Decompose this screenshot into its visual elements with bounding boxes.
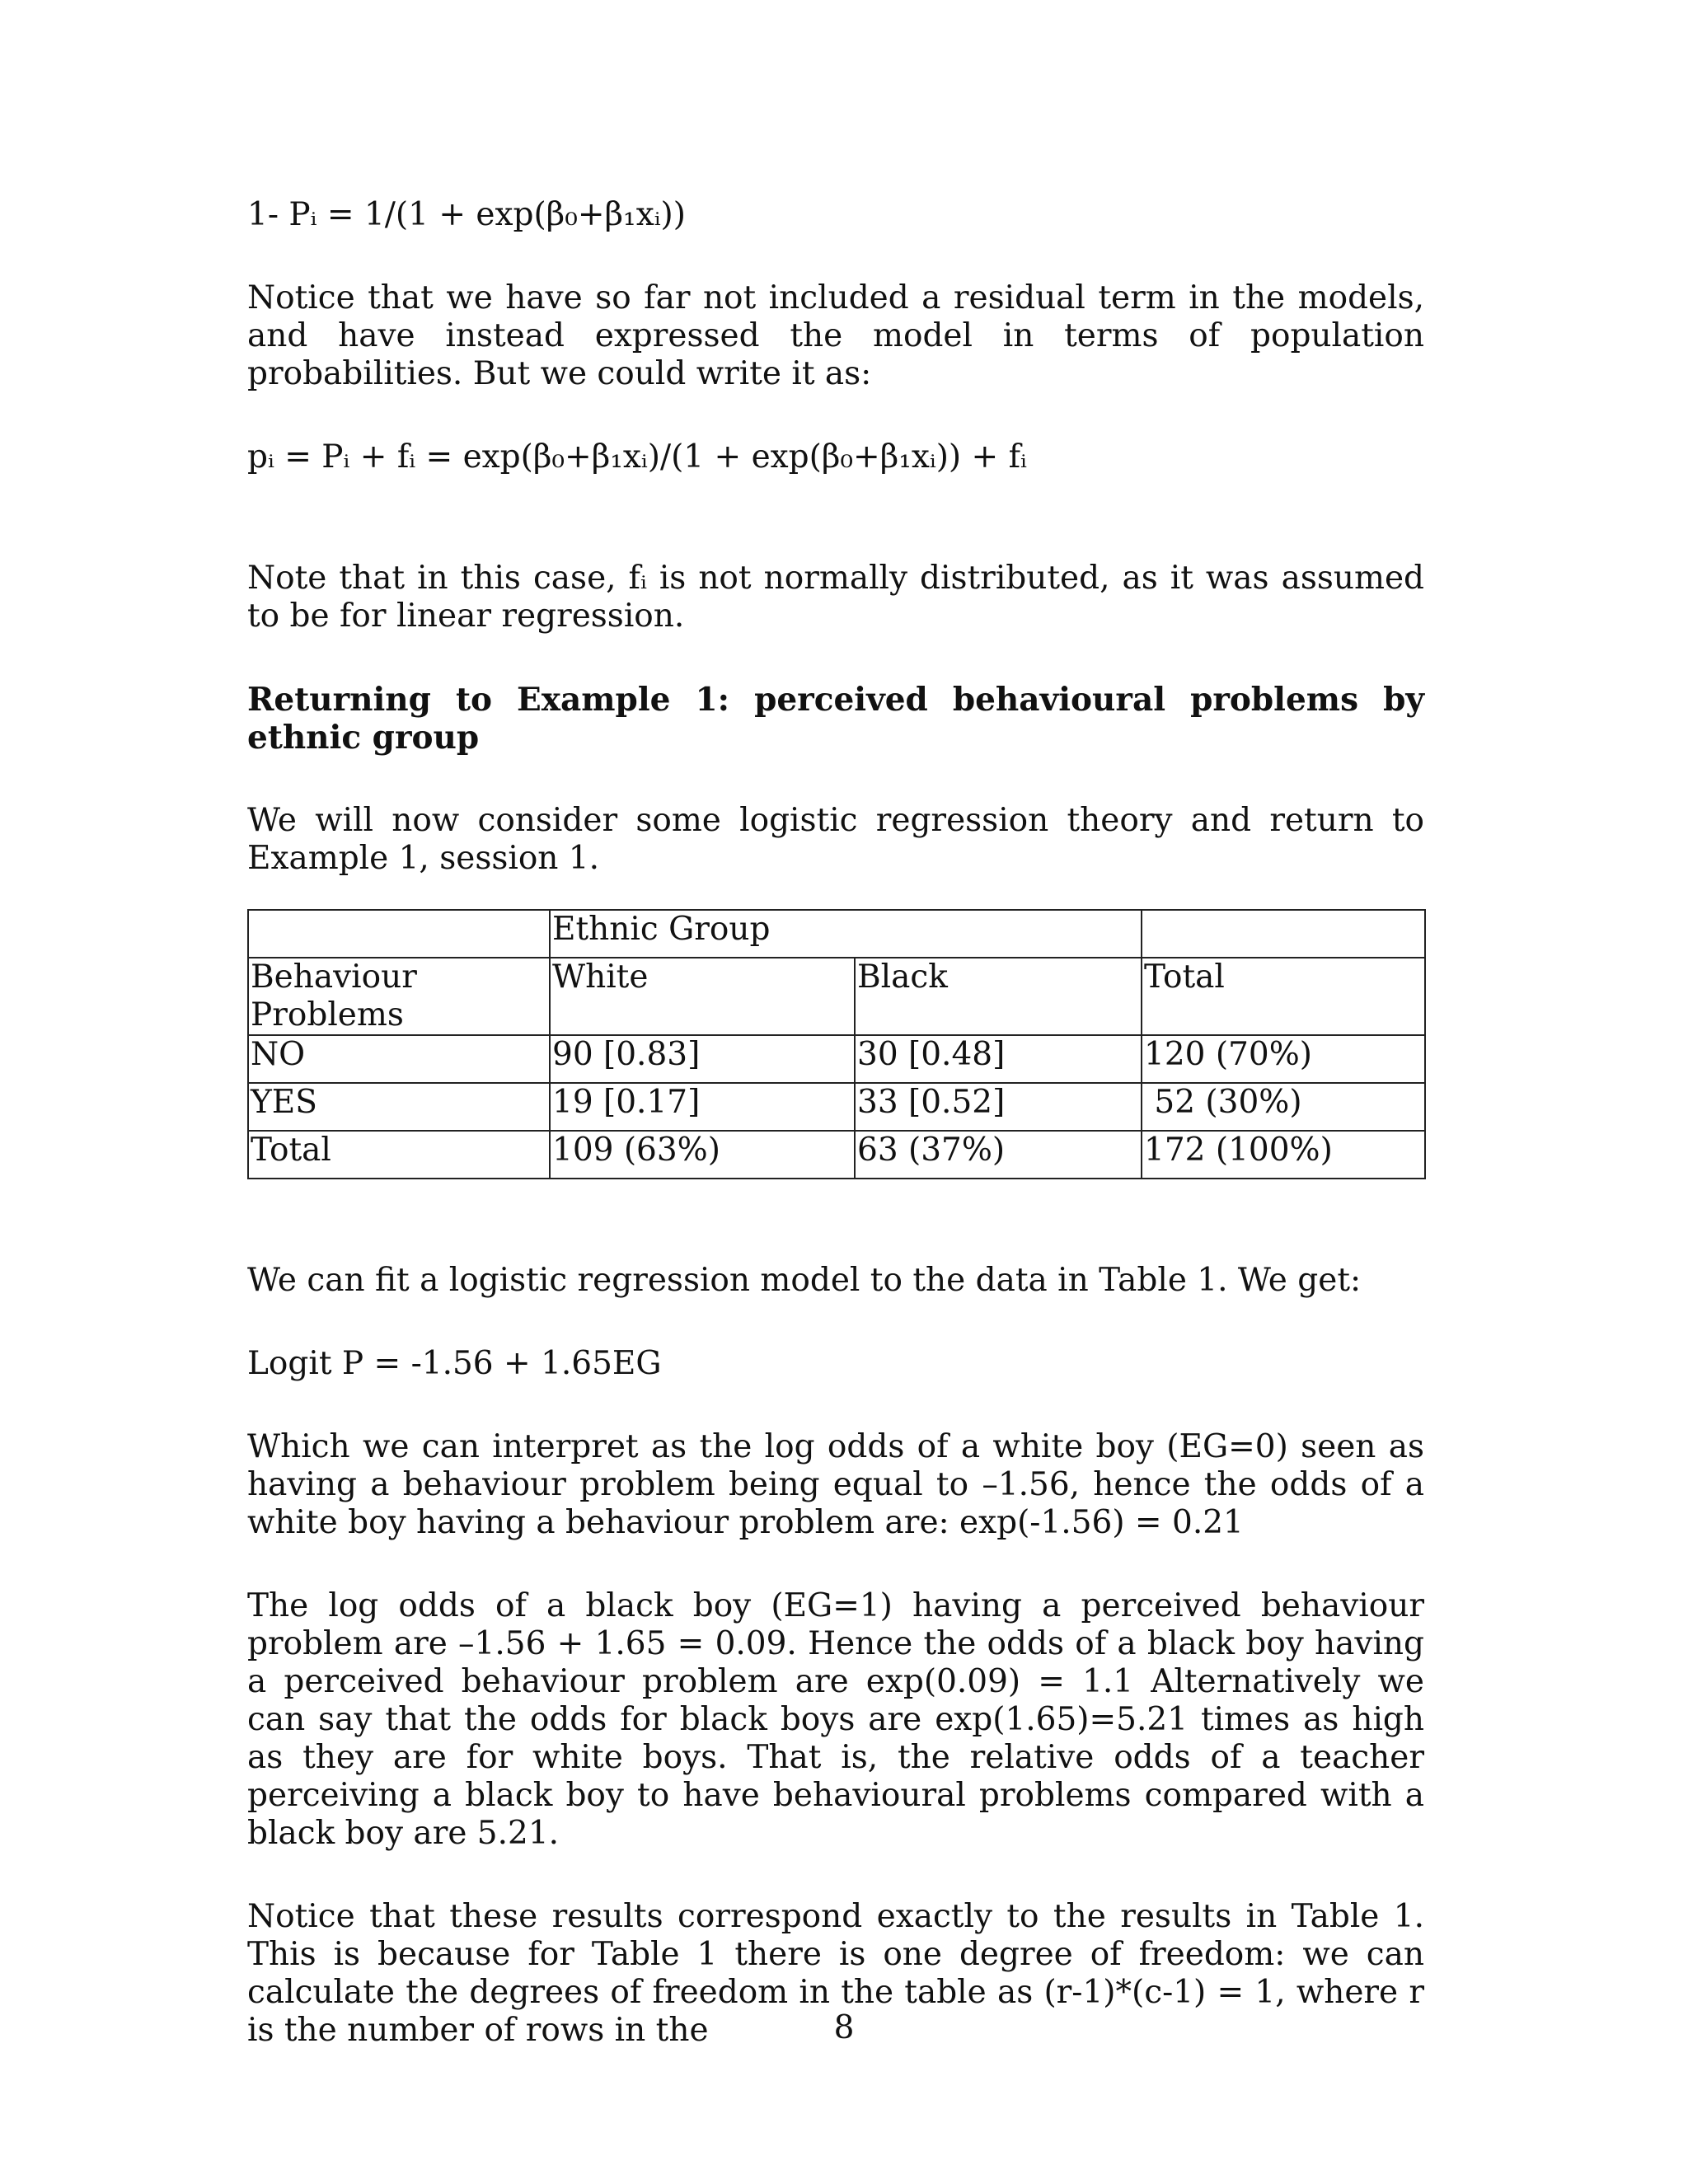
table-row <box>248 1083 1425 1131</box>
table-cell-black: 33 [0.52] <box>855 1083 1142 1131</box>
table-header-row-group <box>248 910 1425 958</box>
table-cell-total: 52 (30%) <box>1142 1083 1425 1131</box>
table-cell-empty <box>1142 910 1425 958</box>
table-header-behaviour-problems: Behaviour Problems <box>248 958 550 1035</box>
table-cell-white: 19 [0.17] <box>550 1083 855 1131</box>
table-row <box>248 1035 1425 1083</box>
table-cell-black: 30 [0.48] <box>855 1035 1142 1083</box>
table-header-black: Black <box>855 958 1142 1035</box>
table-header-row <box>248 958 1425 1035</box>
paragraph-black-boy-odds: The log odds of a black boy (EG=1) having a perceived behaviour problem are –1.56 + 1.65 = 0.09. Hence the odds of a black boy having a perceived behaviour problem are exp(0.09) = 1.1 Alternatively we can say that the odds for black boys are exp(1.65)=5.21 times as high as they are for white boys. That is, the relative odds of a teacher perceiving a black boy to have behavioural problems compared with a black boy are 5.21. <box>247 1587 1424 1852</box>
paragraph-degrees-of-freedom: Notice that these results correspond exactly to the results in Table 1. This is because for Table 1 there is one degree of freedom: we can calculate the degrees of freedom in the table as (r-1)*(c-1) = 1, where r is the number of rows in the <box>247 1898 1424 2049</box>
table-row <box>248 1131 1425 1179</box>
table-cell-black: 63 (37%) <box>855 1131 1142 1179</box>
table-cell-label: YES <box>248 1083 550 1131</box>
formula-one-minus-p: 1- Pᵢ = 1/(1 + exp(β₀+β₁xᵢ)) <box>247 196 686 233</box>
behaviour-table <box>247 909 1426 1179</box>
table-cell-total: 120 (70%) <box>1142 1035 1425 1083</box>
table-header-white: White <box>550 958 855 1035</box>
paragraph-white-boy-odds: Which we can interpret as the log odds of a white boy (EG=0) seen as having a behaviour problem being equal to –1.56, hence the odds of a white boy having a behaviour problem are: exp(-1.56) = 0.21 <box>247 1428 1424 1541</box>
table-cell-label: Total <box>248 1131 550 1179</box>
paragraph-logistic-theory: We will now consider some logistic regression theory and return to Example 1, session 1. <box>247 802 1424 877</box>
paragraph-not-normal: Note that in this case, fᵢ is not normally distributed, as it was assumed to be for linear regression. <box>247 560 1424 635</box>
table-cell-white: 90 [0.83] <box>550 1035 855 1083</box>
table-header-ethnic-group: Ethnic Group <box>550 910 1142 958</box>
formula-logit: Logit P = -1.56 + 1.65EG <box>247 1345 662 1382</box>
paragraph-fit-model: We can fit a logistic regression model to the data in Table 1. We get: <box>247 1262 1362 1299</box>
table-cell-total: 172 (100%) <box>1142 1131 1425 1179</box>
table-cell-label: NO <box>248 1035 550 1083</box>
formula-p-with-residual: pᵢ = Pᵢ + fᵢ = exp(β₀+β₁xᵢ)/(1 + exp(β₀+β₁xᵢ)) + fᵢ <box>247 438 1027 476</box>
table-header-total: Total <box>1142 958 1425 1035</box>
table-cell-white: 109 (63%) <box>550 1131 855 1179</box>
page-number: 8 <box>833 2009 855 2046</box>
page-content <box>247 196 1424 2050</box>
section-heading: Returning to Example 1: perceived behavioural problems by ethnic group <box>247 681 1424 757</box>
paragraph-residual-term: Notice that we have so far not included a residual term in the models, and have instead expressed the model in terms of population probabilities. But we could write it as: <box>247 279 1424 392</box>
table-cell-empty <box>248 910 550 958</box>
